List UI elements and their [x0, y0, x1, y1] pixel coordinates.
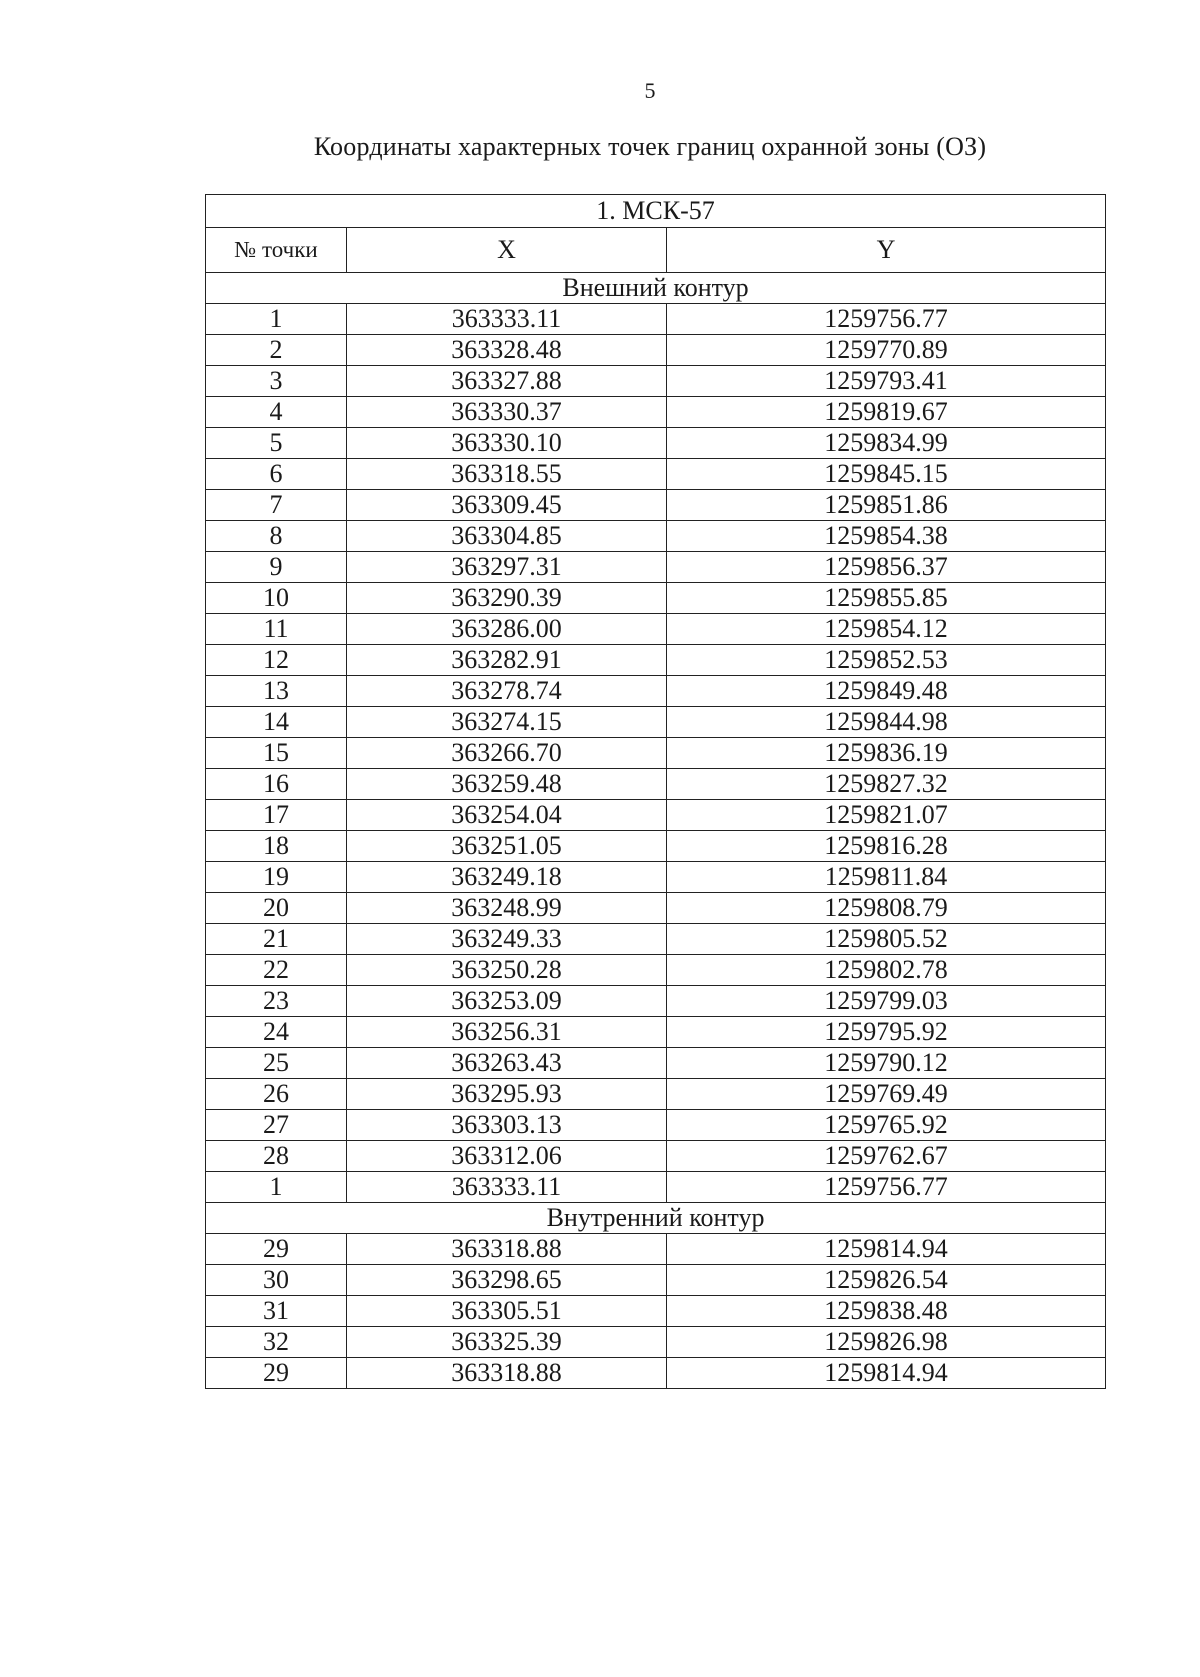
- x-coordinate-cell: 363274.15: [347, 707, 667, 738]
- point-number-cell: 21: [206, 924, 347, 955]
- point-number-cell: 30: [206, 1265, 347, 1296]
- page-number: 5: [644, 78, 656, 103]
- table-row: [206, 676, 1106, 707]
- table-row: [206, 1296, 1106, 1327]
- table-row: [206, 1048, 1106, 1079]
- point-number-cell: 23: [206, 986, 347, 1017]
- header-x: X: [347, 228, 667, 273]
- point-number-cell: 11: [206, 614, 347, 645]
- x-coordinate-cell: 363251.05: [347, 831, 667, 862]
- coordinates-table: [205, 194, 1106, 1389]
- y-coordinate-cell: 1259838.48: [667, 1296, 1106, 1327]
- point-number-cell: 16: [206, 769, 347, 800]
- point-number-cell: 9: [206, 552, 347, 583]
- x-coordinate-cell: 363297.31: [347, 552, 667, 583]
- x-coordinate-cell: 363309.45: [347, 490, 667, 521]
- x-coordinate-cell: 363286.00: [347, 614, 667, 645]
- y-coordinate-cell: 1259819.67: [667, 397, 1106, 428]
- y-coordinate-cell: 1259814.94: [667, 1234, 1106, 1265]
- y-coordinate-cell: 1259851.86: [667, 490, 1106, 521]
- x-coordinate-cell: 363325.39: [347, 1327, 667, 1358]
- table-row: [206, 1017, 1106, 1048]
- y-coordinate-cell: 1259802.78: [667, 955, 1106, 986]
- section-title: Внешний контур: [206, 273, 1106, 304]
- point-number-cell: 10: [206, 583, 347, 614]
- y-coordinate-cell: 1259826.98: [667, 1327, 1106, 1358]
- point-number-cell: 8: [206, 521, 347, 552]
- table-row: [206, 1234, 1106, 1265]
- x-coordinate-cell: 363263.43: [347, 1048, 667, 1079]
- x-coordinate-cell: 363266.70: [347, 738, 667, 769]
- table-row: [206, 552, 1106, 583]
- table-row: [206, 397, 1106, 428]
- y-coordinate-cell: 1259762.67: [667, 1141, 1106, 1172]
- table-row: [206, 1141, 1106, 1172]
- x-coordinate-cell: 363305.51: [347, 1296, 667, 1327]
- y-coordinate-cell: 1259834.99: [667, 428, 1106, 459]
- x-coordinate-cell: 363254.04: [347, 800, 667, 831]
- document-title: Координаты характерных точек границ охранной зоны (ОЗ): [313, 132, 987, 161]
- x-coordinate-cell: 363248.99: [347, 893, 667, 924]
- x-coordinate-cell: 363249.33: [347, 924, 667, 955]
- x-coordinate-cell: 363318.88: [347, 1358, 667, 1389]
- x-coordinate-cell: 363282.91: [347, 645, 667, 676]
- y-coordinate-cell: 1259826.54: [667, 1265, 1106, 1296]
- table-row: [206, 1172, 1106, 1203]
- y-coordinate-cell: 1259799.03: [667, 986, 1106, 1017]
- y-coordinate-cell: 1259756.77: [667, 1172, 1106, 1203]
- header-point-number: № точки: [206, 228, 347, 273]
- point-number-cell: 24: [206, 1017, 347, 1048]
- point-number-cell: 27: [206, 1110, 347, 1141]
- x-coordinate-cell: 363333.11: [347, 304, 667, 335]
- x-coordinate-cell: 363330.10: [347, 428, 667, 459]
- table-row: [206, 862, 1106, 893]
- y-coordinate-cell: 1259852.53: [667, 645, 1106, 676]
- x-coordinate-cell: 363253.09: [347, 986, 667, 1017]
- table-row: [206, 738, 1106, 769]
- y-coordinate-cell: 1259814.94: [667, 1358, 1106, 1389]
- point-number-cell: 29: [206, 1358, 347, 1389]
- table-row: [206, 831, 1106, 862]
- point-number-cell: 20: [206, 893, 347, 924]
- table-row: [206, 490, 1106, 521]
- y-coordinate-cell: 1259790.12: [667, 1048, 1106, 1079]
- point-number-cell: 15: [206, 738, 347, 769]
- table-row: [206, 428, 1106, 459]
- table-row: [206, 614, 1106, 645]
- header-y: Y: [667, 228, 1106, 273]
- y-coordinate-cell: 1259816.28: [667, 831, 1106, 862]
- point-number-cell: 31: [206, 1296, 347, 1327]
- table-row: [206, 707, 1106, 738]
- coordinates-table-body: [206, 195, 1106, 1389]
- table-header-row: [206, 228, 1106, 273]
- table-row: [206, 335, 1106, 366]
- y-coordinate-cell: 1259854.12: [667, 614, 1106, 645]
- point-number-cell: 7: [206, 490, 347, 521]
- point-number-cell: 1: [206, 1172, 347, 1203]
- section-row: [206, 273, 1106, 304]
- table-row: [206, 1079, 1106, 1110]
- table-row: [206, 769, 1106, 800]
- table-row: [206, 1265, 1106, 1296]
- y-coordinate-cell: 1259856.37: [667, 552, 1106, 583]
- x-coordinate-cell: 363259.48: [347, 769, 667, 800]
- x-coordinate-cell: 363333.11: [347, 1172, 667, 1203]
- table-row: [206, 955, 1106, 986]
- y-coordinate-cell: 1259844.98: [667, 707, 1106, 738]
- table-row: [206, 893, 1106, 924]
- table-row: [206, 521, 1106, 552]
- x-coordinate-cell: 363304.85: [347, 521, 667, 552]
- y-coordinate-cell: 1259849.48: [667, 676, 1106, 707]
- point-number-cell: 4: [206, 397, 347, 428]
- y-coordinate-cell: 1259827.32: [667, 769, 1106, 800]
- x-coordinate-cell: 363330.37: [347, 397, 667, 428]
- x-coordinate-cell: 363249.18: [347, 862, 667, 893]
- y-coordinate-cell: 1259836.19: [667, 738, 1106, 769]
- point-number-cell: 6: [206, 459, 347, 490]
- section-row: [206, 1203, 1106, 1234]
- point-number-cell: 26: [206, 1079, 347, 1110]
- x-coordinate-cell: 363303.13: [347, 1110, 667, 1141]
- point-number-cell: 18: [206, 831, 347, 862]
- point-number-cell: 25: [206, 1048, 347, 1079]
- table-row: [206, 1110, 1106, 1141]
- table-row: [206, 800, 1106, 831]
- point-number-cell: 1: [206, 304, 347, 335]
- y-coordinate-cell: 1259765.92: [667, 1110, 1106, 1141]
- y-coordinate-cell: 1259805.52: [667, 924, 1106, 955]
- y-coordinate-cell: 1259854.38: [667, 521, 1106, 552]
- point-number-cell: 22: [206, 955, 347, 986]
- x-coordinate-cell: 363278.74: [347, 676, 667, 707]
- section-title: Внутренний контур: [206, 1203, 1106, 1234]
- x-coordinate-cell: 363256.31: [347, 1017, 667, 1048]
- point-number-cell: 32: [206, 1327, 347, 1358]
- coordinate-system-label: 1. МСК-57: [206, 195, 1106, 228]
- table-row: [206, 924, 1106, 955]
- point-number-cell: 14: [206, 707, 347, 738]
- table-row: [206, 986, 1106, 1017]
- x-coordinate-cell: 363250.28: [347, 955, 667, 986]
- point-number-cell: 12: [206, 645, 347, 676]
- table-row: [206, 304, 1106, 335]
- y-coordinate-cell: 1259770.89: [667, 335, 1106, 366]
- point-number-cell: 29: [206, 1234, 347, 1265]
- y-coordinate-cell: 1259855.85: [667, 583, 1106, 614]
- table-row: [206, 366, 1106, 397]
- y-coordinate-cell: 1259811.84: [667, 862, 1106, 893]
- y-coordinate-cell: 1259756.77: [667, 304, 1106, 335]
- y-coordinate-cell: 1259821.07: [667, 800, 1106, 831]
- table-row: [206, 459, 1106, 490]
- table-row: [206, 1358, 1106, 1389]
- x-coordinate-cell: 363312.06: [347, 1141, 667, 1172]
- point-number-cell: 13: [206, 676, 347, 707]
- y-coordinate-cell: 1259793.41: [667, 366, 1106, 397]
- x-coordinate-cell: 363295.93: [347, 1079, 667, 1110]
- x-coordinate-cell: 363290.39: [347, 583, 667, 614]
- table-row: [206, 1327, 1106, 1358]
- point-number-cell: 17: [206, 800, 347, 831]
- y-coordinate-cell: 1259795.92: [667, 1017, 1106, 1048]
- point-number-cell: 28: [206, 1141, 347, 1172]
- y-coordinate-cell: 1259845.15: [667, 459, 1106, 490]
- x-coordinate-cell: 363328.48: [347, 335, 667, 366]
- table-row: [206, 645, 1106, 676]
- point-number-cell: 3: [206, 366, 347, 397]
- y-coordinate-cell: 1259769.49: [667, 1079, 1106, 1110]
- y-coordinate-cell: 1259808.79: [667, 893, 1106, 924]
- point-number-cell: 5: [206, 428, 347, 459]
- x-coordinate-cell: 363318.88: [347, 1234, 667, 1265]
- point-number-cell: 2: [206, 335, 347, 366]
- point-number-cell: 19: [206, 862, 347, 893]
- x-coordinate-cell: 363318.55: [347, 459, 667, 490]
- table-row: [206, 583, 1106, 614]
- x-coordinate-cell: 363327.88: [347, 366, 667, 397]
- coordinate-system-row: [206, 195, 1106, 228]
- x-coordinate-cell: 363298.65: [347, 1265, 667, 1296]
